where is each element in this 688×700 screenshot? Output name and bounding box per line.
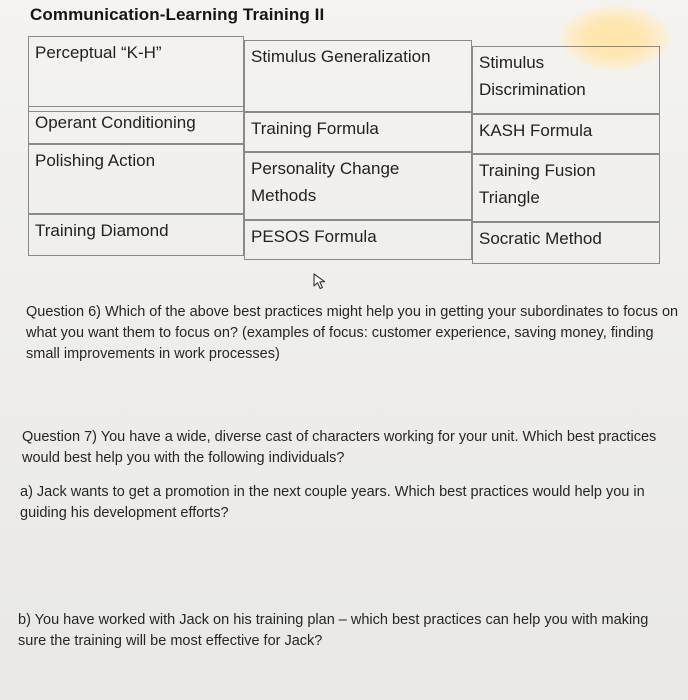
- arrow-cursor-icon: [312, 272, 330, 290]
- table-cell: KASH Formula: [472, 114, 660, 154]
- table-cell: Stimulus Generalization: [244, 40, 472, 112]
- best-practices-table: [28, 36, 660, 264]
- table-cell: Training Fusion Triangle: [472, 154, 660, 222]
- table-cell: Training Formula: [244, 112, 472, 152]
- table-cell: Perceptual “K-H”: [28, 36, 244, 112]
- table-cell: Training Diamond: [28, 214, 244, 256]
- question-7a: a) Jack wants to get a promotion in the next couple years. Which best practices would help you in guiding his development efforts?: [20, 484, 645, 521]
- table-cell: Polishing Action: [28, 144, 244, 214]
- table-cell: PESOS Formula: [244, 220, 472, 260]
- question-7: Question 7) You have a wide, diverse cast of characters working for your unit. Which best practices would best help you with the following individuals?: [22, 429, 657, 466]
- table-cell: Personality Change Methods: [244, 152, 472, 220]
- question-6: Question 6) Which of the above best practices might help you in getting your subordinates to focus on what you want them to focus on? (examples of focus: customer experience, saving money, finding small improvements in work processes): [26, 304, 679, 362]
- table-cell: Stimulus Discrimination: [472, 46, 660, 114]
- table-cell: Operant Conditioning: [28, 106, 244, 144]
- table-cell: Socratic Method: [472, 222, 660, 264]
- question-7b: b) You have worked with Jack on his training plan – which best practices can help you with making sure the training will be most effective for Jack?: [18, 612, 649, 649]
- page-title: Communication-Learning Training II: [30, 5, 325, 24]
